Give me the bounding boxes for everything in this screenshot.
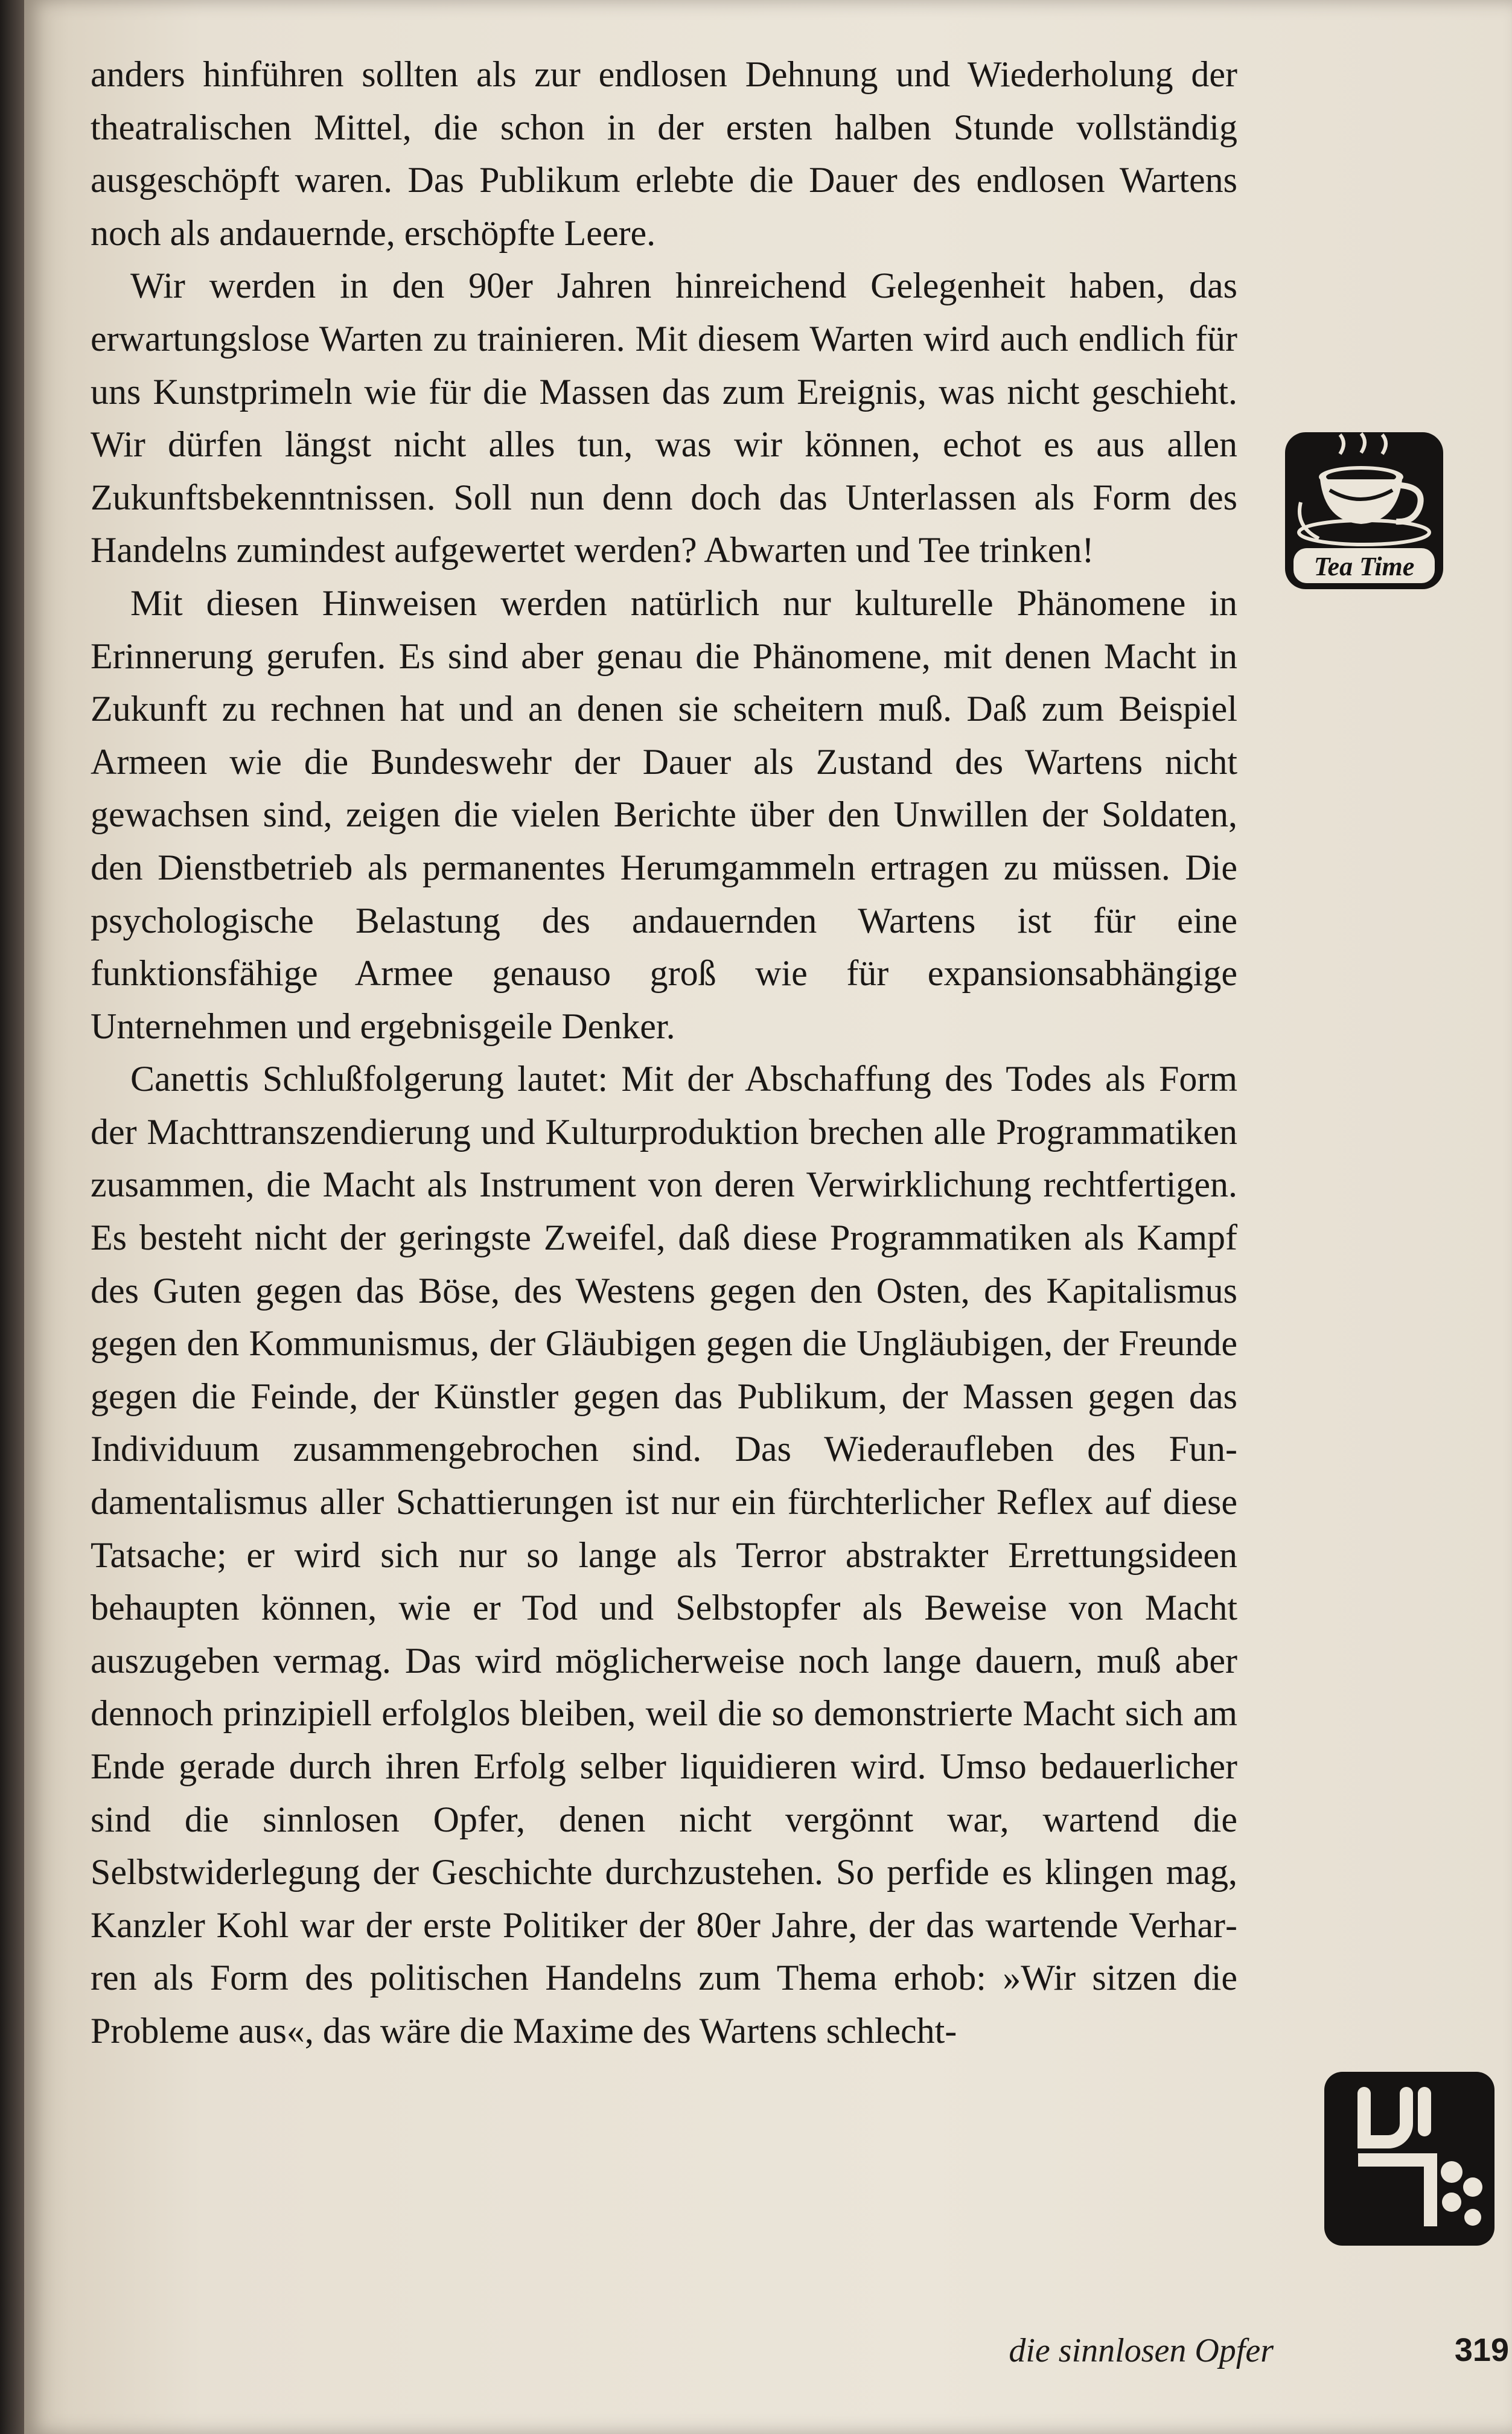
coffee-cup-icon bbox=[1283, 430, 1446, 592]
paragraph-4: Canettis Schlußfolgerung lautet: Mit der Abschaffung des Todes als Form der Machttranszendierung und Kulturproduktion brechen alle Programmatiken zusammen, die Macht als Instrument von deren Verwirklichung rechtfertigen. Es besteht nicht der geringste Zweifel, daß diese Programmatiken als Kampf des Guten gegen das Böse, des Westens gegen den Osten, des Kapitalismus gegen den Kommunismus, der Gläubigen gegen die Ungläubigen, der Freunde gegen die Feinde, der Künstler gegen das Publikum, der Massen gegen das Individuum zusammengebrochen sind. Das Wiederaufleben des Fundamentalismus aller Schattierungen ist nur ein fürchterlicher Reflex auf diese Tatsache; er wird sich nur so lange als Terror abstrakter Errettungsideen behaupten können, wie er Tod und Selbstopfer als Beweise von Macht auszugeben vermag. Das wird möglicherweise noch lange dauern, muß aber dennoch prinzipiell erfolglos bleiben, weil die so demonstrierte Macht sich am Ende gerade durch ihren Erfolg selber liquidieren wird. Umso bedauerlicher sind die sinnlosen Opfer, denen nicht vergönnt war, wartend die Selbstwiderlegung der Geschichte durchzustehen. So perfide es klingen mag, Kanzler Kohl war der erste Politiker der 80er Jahre, der das wartende Verharren als Form des politischen Handelns zum Thema erhob: »Wir sitzen die Probleme aus«, das wäre die Maxime des Wartens schlecht- bbox=[91, 1059, 1237, 2051]
paragraph-3: Mit diesen Hinweisen werden natürlich nur kulturelle Phänomene in Erinnerung gerufen. Es sind aber genau die Phänomene, mit denen Macht in Zukunft zu rechnen hat und an denen sie scheitern muß. Daß zum Beispiel Armeen wie die Bundeswehr der Dauer als Zustand des Wartens nicht gewachsen sind, zeigen die vielen Berichte über den Unwillen der Soldaten, den Dienstbetrieb als permanentes Herumgammeln ertragen zu müssen. Die psychologische Belastung des andauernden Wartens ist für eine funktionsfähige Armee genauso groß wie für expansionsabhängige Unternehmen und ergebnisgeile Denker. bbox=[91, 583, 1237, 1046]
running-title: die sinnlosen Opfer bbox=[1009, 2332, 1274, 2369]
book-spine-shadow bbox=[0, 0, 24, 2434]
paragraph-1: anders hinführen sollten als zur endlosen Dehnung und Wiederholung der theatralischen Mittel, die schon in der ersten halben Stunde vollständig ausgeschöpft waren. Das Publikum erlebte die Dauer des endlosen Wartens noch als andauernde, erschöpfte Leere. bbox=[91, 54, 1237, 253]
tea-time-label: Tea Time bbox=[1313, 552, 1415, 581]
body-text bbox=[91, 48, 1237, 2058]
paragraph-2: Wir werden in den 90er Jahren hinreichend Gelegenheit haben, das erwartungslose Warten zu trainieren. Mit diesem Warten wird auch endlich für uns Kunstprimeln wie für die Massen das zum Ereignis, was nicht geschieht. Wir dürfen längst nicht alles tun, was wir können, echot es aus allen Zukunftsbekenntnissen. Soll nun denn doch das Unterlassen als Form des Handelns zumindest aufgewertet werden? Abwarten und Tee trinken! bbox=[91, 266, 1237, 570]
book-page bbox=[24, 0, 1512, 2434]
page-number: 319 bbox=[1454, 2332, 1509, 2368]
waiting-room-icon bbox=[1322, 2069, 1497, 2248]
